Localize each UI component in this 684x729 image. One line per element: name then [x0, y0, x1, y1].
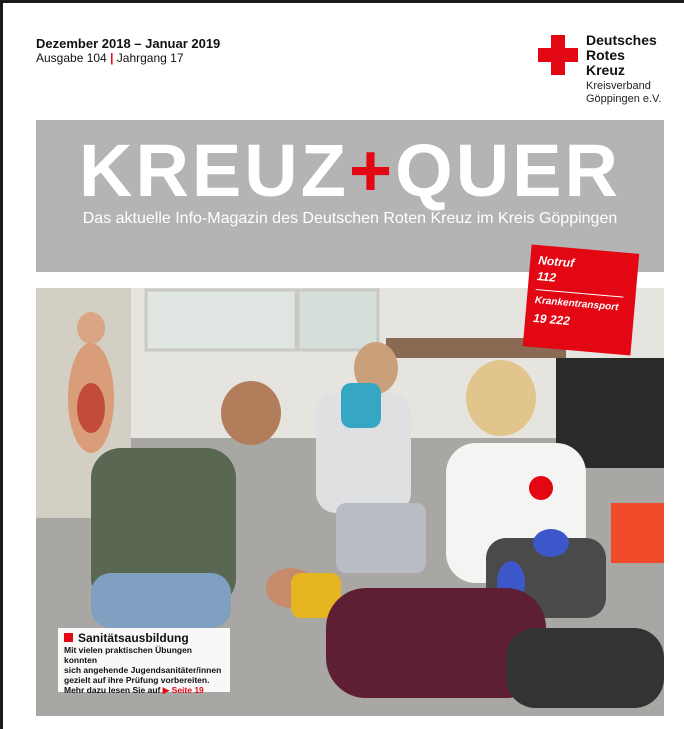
caption-line-3: gezielt auf ihre Prüfung vorbereiten.	[64, 675, 210, 685]
issue-info	[36, 36, 220, 65]
caption-more-text: Mehr dazu lesen Sie auf	[64, 685, 161, 695]
logo-line-1: Deutsches	[586, 32, 657, 48]
title-part-2: QUER	[395, 129, 621, 212]
logo-line-2: Rotes	[586, 47, 625, 63]
photo-caption	[58, 628, 230, 695]
red-cross-icon	[538, 35, 578, 75]
caption-title: Sanitätsausbildung	[78, 631, 189, 645]
frame-left-border	[0, 0, 3, 729]
transport-label: Krankentransport	[534, 294, 619, 314]
logo-text	[586, 33, 684, 106]
emergency-number: 112	[536, 269, 557, 285]
red-square-bullet-icon	[64, 633, 73, 642]
logo-sub-1: Kreisverband	[586, 80, 651, 92]
transport-number: 19 222	[532, 310, 571, 329]
issue-number: Ausgabe 104	[36, 51, 107, 65]
caption-title-row	[64, 631, 224, 645]
page-reference-link[interactable]: ▶ Seite 19	[162, 685, 204, 695]
logo-line-3: Kreuz	[586, 62, 625, 78]
frame-top-border	[0, 0, 684, 3]
caption-line-4	[64, 685, 224, 695]
logo-sub-2: Göppingen e.V.	[586, 93, 662, 105]
issue-number-line	[36, 51, 220, 65]
caption-line-2: sich angehende Jugendsanitäter/innen	[64, 665, 222, 675]
issue-date: Dezember 2018 – Januar 2019	[36, 36, 221, 51]
emergency-label: Notruf	[537, 253, 575, 271]
issue-volume: Jahrgang 17	[116, 51, 184, 65]
magazine-title	[36, 129, 664, 212]
issue-separator: |	[110, 51, 114, 65]
title-part-1: KREUZ	[79, 129, 349, 212]
title-plus: +	[348, 129, 396, 212]
emergency-numbers-badge	[523, 244, 639, 355]
caption-line-1: Mit vielen praktischen Übungen konnten	[64, 645, 192, 665]
magazine-subtitle: Das aktuelle Info-Magazin des Deutschen Roten Kreuz im Kreis Göppingen	[82, 210, 618, 227]
